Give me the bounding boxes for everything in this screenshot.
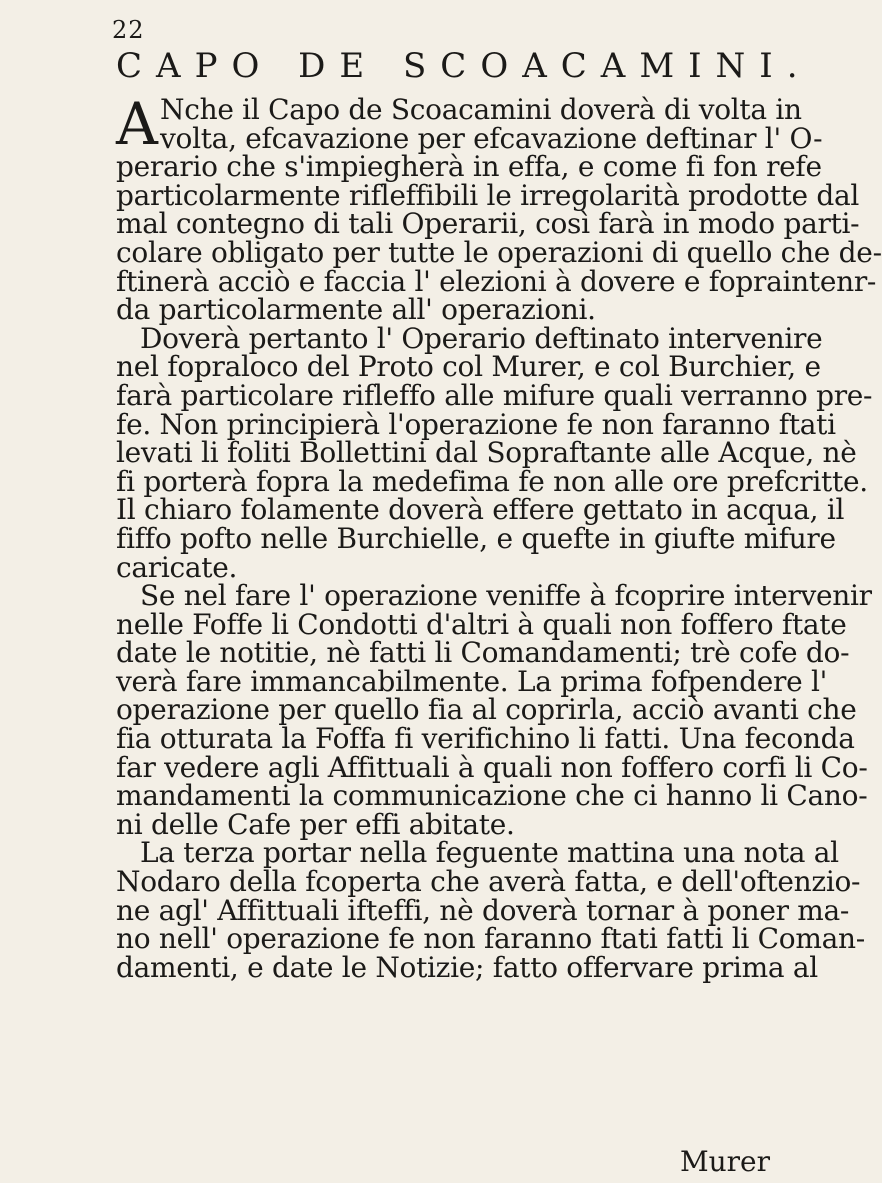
text-line: fiffo pofto nelle Burchielle, e quefte in giufte mifure	[116, 521, 836, 555]
text-line: far vedere agli Affittuali à quali non foffero corfi li Co-	[116, 750, 868, 784]
text-line: nel fopraloco del Proto col Murer, e col Burchier, e	[116, 350, 821, 384]
text-line: levati li foliti Bollettini dal Sopraftante alle Acque, nè	[116, 436, 857, 470]
text-line: no nell' operazione fe non faranno ftati fatti li Coman-	[116, 922, 865, 956]
paragraph-2	[116, 321, 873, 584]
text-line: Il chiaro folamente doverà effere gettato in acqua, il	[116, 493, 845, 527]
text-line: caricate.	[116, 550, 238, 584]
text-line: mandamenti la communicazione che ci hanno li Cano-	[116, 779, 868, 813]
text-line: fe. Non principierà l'operazione fe non faranno ftati	[116, 407, 836, 441]
text-line: da particolarmente all' operazioni.	[116, 293, 596, 327]
text-line: mal contegno di tali Operarii, così farà in modo parti-	[116, 207, 860, 241]
text-line: perario che s'impiegherà in effa, e come fi fon refe	[116, 150, 822, 184]
text-line: nelle Foffe li Condotti d'altri à quali non foffero ftate	[116, 607, 847, 641]
text-line: verà fare immancabilmente. La prima fofpendere l'	[116, 664, 828, 698]
drop-cap: A	[116, 90, 158, 158]
chapter-title: CAPO DE SCOACAMINI.	[116, 46, 812, 86]
text-line: farà particolare rifleffo alle mifure quali verranno pre-	[116, 378, 873, 412]
text-line: date le notitie, nè fatti li Comandamenti; trè cofe do-	[116, 636, 850, 670]
catchword: Murer	[679, 1145, 770, 1178]
text-line: ftinerà acciò e faccia l' elezioni à dovere e fopraintenr-	[116, 264, 877, 298]
text-body	[116, 90, 882, 984]
text-line: Se nel fare l' operazione veniffe à fcoprire intervenir	[140, 579, 872, 613]
text-line: particolarmente rifleffibili le irregolarità prodotte dal	[116, 178, 859, 212]
text-line: colare obligato per tutte le operazioni di quello che de-	[116, 235, 882, 269]
text-line: ni delle Cafe per effi abitate.	[116, 807, 515, 841]
text-line: operazione per quello fia al coprirla, acciò avanti che	[116, 693, 857, 727]
text-line: A Nche il Capo de Scoacamini doverà di volta in	[116, 90, 802, 158]
text-line: volta, efcavazione per efcavazione deftinar l' O-	[160, 121, 823, 155]
text-line: ne agl' Affittuali ifteffi, nè doverà tornar à poner ma-	[116, 893, 850, 927]
text-line: fia otturata la Foffa fi verifichino li fatti. Una feconda	[116, 722, 855, 756]
paragraph-4	[116, 836, 865, 984]
paragraph-1	[116, 90, 882, 327]
text-line: fi porterà fopra la medefima fe non alle ore prefcritte.	[116, 464, 868, 498]
text-line: Doverà pertanto l' Operario deftinato intervenire	[140, 321, 823, 355]
page-number: 22	[112, 16, 145, 44]
paragraph-3	[116, 579, 872, 841]
text-line: Nodaro della fcoperta che averà fatta, e dell'oftenzio-	[116, 865, 861, 899]
text-line: damenti, e date le Notizie; fatto offervare prima al	[116, 950, 818, 984]
text-line: La terza portar nella feguente mattina una nota al	[140, 836, 839, 870]
